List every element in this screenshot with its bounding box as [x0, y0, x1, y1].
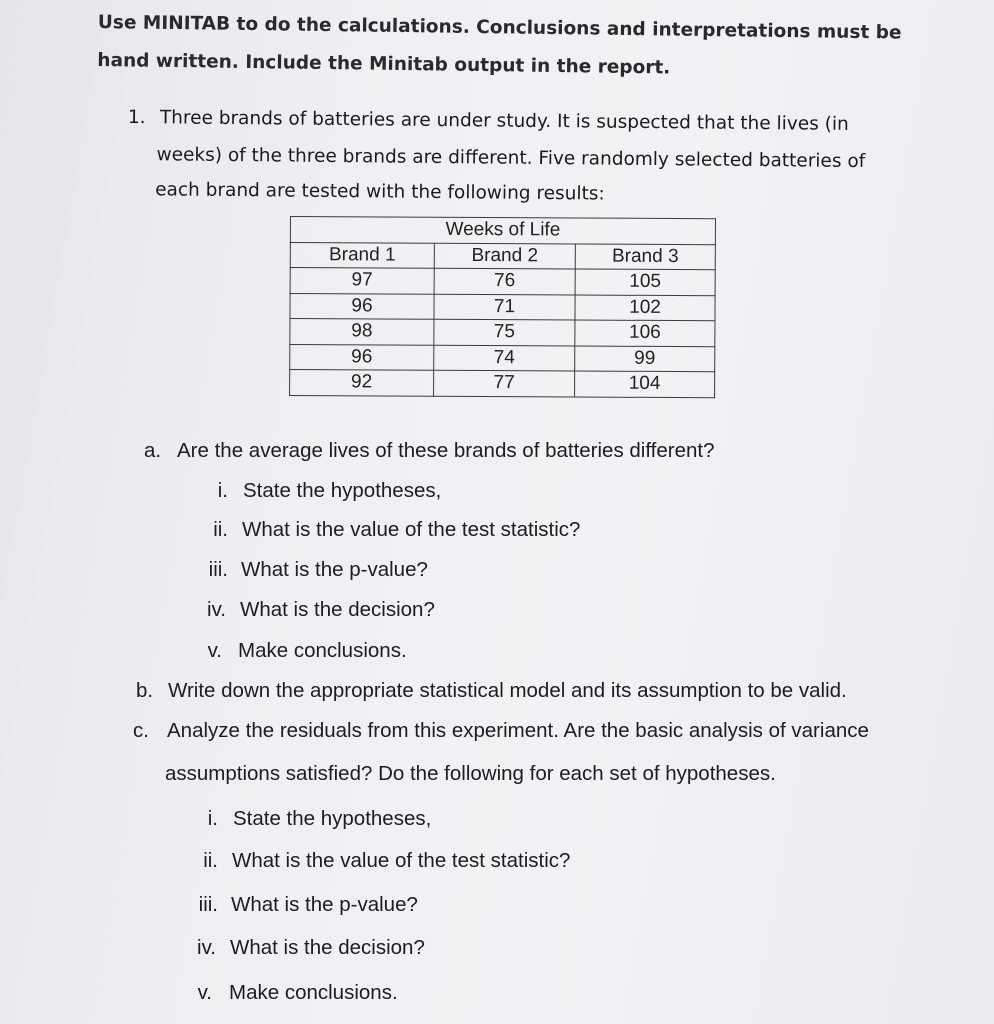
- part-c-item-text: What is the value of the test statistic?: [232, 849, 571, 872]
- table-cell: 92: [290, 370, 434, 396]
- table-cell: 105: [575, 269, 715, 295]
- part-a-item-text: What is the value of the test statistic?: [242, 518, 581, 541]
- part-c-item-text: Make conclusions.: [229, 981, 398, 1004]
- part-c-item-mark: iv.: [197, 936, 216, 959]
- table-cell: 96: [290, 293, 434, 319]
- part-c-item-mark: iii.: [198, 893, 218, 916]
- question-number: 1.: [127, 107, 146, 129]
- part-a-text: Are the average lives of these brands of batteries different?: [177, 439, 715, 462]
- part-c-label: c.: [133, 719, 149, 742]
- table-title: Weeks of Life: [290, 217, 715, 245]
- table-cell: 106: [575, 320, 715, 346]
- part-a-item-text: What is the p-value?: [241, 558, 428, 581]
- part-b-label: b.: [136, 679, 154, 702]
- part-a-item-mark: i.: [217, 479, 228, 502]
- part-a-item-mark: iv.: [207, 598, 226, 621]
- part-c-text-line-2: assumptions satisfied? Do the following for each set of hypotheses.: [165, 762, 776, 785]
- table-cell: 74: [434, 345, 575, 371]
- instructions-line-2: hand written. Include the Minitab output in the report.: [97, 49, 671, 79]
- part-c-item-text: What is the decision?: [230, 936, 425, 959]
- question-text-line-1: Three brands of batteries are under study. It is suspected that the lives (in: [159, 107, 849, 135]
- table-cell: 99: [575, 345, 715, 371]
- table-cell: 76: [434, 268, 575, 294]
- part-a-item-text: What is the decision?: [240, 598, 435, 621]
- part-a-item-mark: iii.: [208, 558, 228, 581]
- part-a-label: a.: [144, 439, 162, 462]
- column-header: Brand 3: [575, 243, 715, 269]
- table-cell: 104: [575, 371, 715, 397]
- part-a-item-text: Make conclusions.: [238, 639, 407, 662]
- column-header: Brand 1: [290, 242, 434, 268]
- part-c-item-text: State the hypotheses,: [233, 807, 432, 830]
- table-cell: 71: [434, 294, 575, 320]
- part-a-item-text: State the hypotheses,: [243, 479, 442, 502]
- part-a-item-mark: ii.: [213, 518, 228, 541]
- table-cell: 97: [290, 268, 434, 294]
- table-cell: 102: [575, 294, 715, 320]
- question-text-line-3: each brand are tested with the following results:: [155, 179, 605, 205]
- instructions-line-1: Use MINITAB to do the calculations. Conclusions and interpretations must be: [97, 12, 902, 44]
- table-cell: 77: [434, 370, 575, 396]
- part-c-text-line-1: Analyze the residuals from this experiment. Are the basic analysis of variance: [167, 719, 869, 742]
- table-cell: 75: [434, 319, 575, 345]
- part-c-item-mark: ii.: [203, 849, 218, 872]
- question-text-line-2: weeks) of the three brands are different. Five randomly selected batteries of: [156, 144, 866, 173]
- table-cell: 96: [290, 344, 434, 370]
- table-cell: 98: [290, 319, 434, 345]
- part-c-item-mark: i.: [207, 807, 218, 830]
- column-header: Brand 2: [434, 243, 575, 269]
- part-a-item-mark: v.: [207, 639, 222, 662]
- part-c-item-mark: v.: [197, 981, 212, 1004]
- part-c-item-text: What is the p-value?: [231, 893, 418, 916]
- part-b-text: Write down the appropriate statistical model and its assumption to be valid.: [168, 679, 847, 702]
